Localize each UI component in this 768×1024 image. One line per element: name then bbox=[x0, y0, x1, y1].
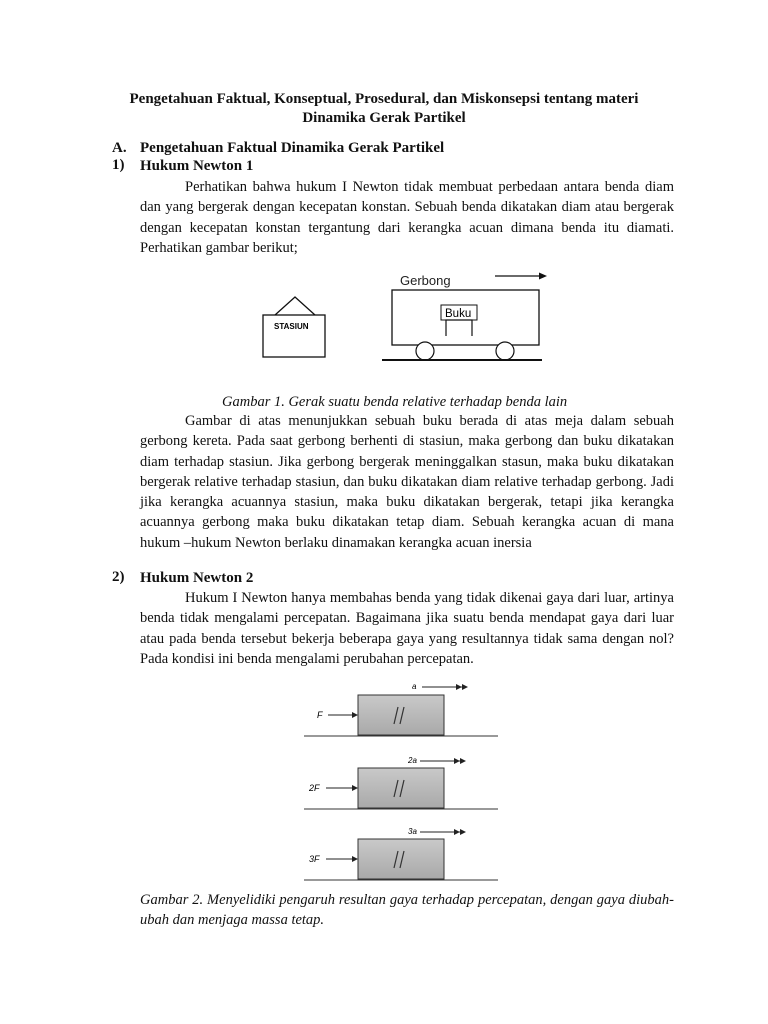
subsection-2-title: Hukum Newton 2 bbox=[140, 570, 254, 586]
row2-force-label: 2F bbox=[309, 783, 320, 793]
row1-block bbox=[358, 695, 444, 735]
wagon-label: Gerbong bbox=[400, 273, 451, 288]
row1-accel-label: a bbox=[412, 682, 417, 691]
figure-2-row-3 bbox=[304, 827, 498, 880]
document-title-line1: Pengetahuan Faktual, Konseptual, Prosedural, dan Miskonsepsi tentang materi bbox=[129, 91, 639, 107]
section-a-title: Pengetahuan Faktual Dinamika Gerak Partikel bbox=[140, 140, 445, 156]
wagon-wheel-right bbox=[496, 342, 514, 360]
section-a-label: A. bbox=[112, 140, 127, 156]
motion-arrowhead bbox=[539, 273, 547, 280]
paragraph-1: Perhatikan bahwa hukum I Newton tidak membuat perbedaan antara benda diam dan yang bergerak dengan kecepatan konstan. Sebuah benda dikatakan diam atau bergerak dengan kecepatan konstan tergantung dari kerangka acuan dimana benda itu diamati. Perhatikan gambar berikut; bbox=[140, 179, 674, 256]
row3-accel-label: 3a bbox=[408, 827, 417, 836]
paragraph-3: Hukum I Newton hanya membahas benda yang tidak dikenai gaya dari luar, artinya benda tidak mengalami percepatan. Bagaimana jika suatu benda mendapat gaya dari luar atau pada benda tersebut bekerja beberapa gaya yang resultannya tidak sama dengan nol? Pada kondisi ini benda mengalami perubahan percepatan. bbox=[140, 590, 674, 667]
subsection-1-label: 1) bbox=[112, 157, 125, 173]
figure-1-caption: Gambar 1. Gerak suatu benda relative terhadap benda lain bbox=[222, 394, 568, 410]
wagon-wheel-left bbox=[416, 342, 434, 360]
book-label: Buku bbox=[445, 308, 472, 320]
figure-2-caption: Gambar 2. Menyelidiki pengaruh resultan gaya terhadap percepatan, dengan gaya diubah-ubah dan menjaga massa tetap. bbox=[140, 892, 674, 929]
row1-accel-arrowhead-2 bbox=[462, 684, 468, 690]
figure-2-row-2 bbox=[304, 756, 498, 809]
row1-force-label: F bbox=[317, 710, 323, 720]
row3-block bbox=[358, 839, 444, 879]
row2-accel-arrowhead-2 bbox=[460, 758, 466, 764]
row3-accel-arrowhead-2 bbox=[460, 829, 466, 835]
figure-2-force-acceleration bbox=[300, 678, 500, 883]
subsection-1-title: Hukum Newton 1 bbox=[140, 158, 254, 174]
figure-2-row-1 bbox=[304, 682, 498, 736]
document-title-line2: Dinamika Gerak Partikel bbox=[302, 110, 466, 126]
row2-accel-arrowhead-1 bbox=[454, 758, 460, 764]
row3-accel-arrowhead-1 bbox=[454, 829, 460, 835]
row3-force-label: 3F bbox=[309, 854, 320, 864]
row2-block bbox=[358, 768, 444, 808]
station-roof bbox=[275, 297, 315, 315]
station-label: STASIUN bbox=[274, 322, 309, 331]
row3-force-arrowhead bbox=[352, 856, 358, 862]
row2-accel-label: 2a bbox=[408, 756, 417, 765]
row2-force-arrowhead bbox=[352, 785, 358, 791]
row1-accel-arrowhead-1 bbox=[456, 684, 462, 690]
row1-force-arrowhead bbox=[352, 712, 358, 718]
subsection-2-label: 2) bbox=[112, 569, 125, 585]
figure-1-station-wagon bbox=[255, 265, 555, 370]
paragraph-2: Gambar di atas menunjukkan sebuah buku berada di atas meja dalam sebuah gerbong kereta. Pada saat gerbong berhenti di stasiun, maka gerbong dan buku dikatakan diam terhadap stasiun. Jika gerbong bergerak meninggalkan stasun, maka buku dikatakan bergerak relative terhadap stasiun, dan buku dikatakan diam relative terhadap gerbong. Jadi jika kerangka acuannya stasiun, maka buku dikatakan bergerak, tetapi jika kerangka acuannya gerbong maka buku dikatakan tetap diam. Sebuah kerangka acuan di mana hukum –hukum Newton berlaku dinamakan kerangka acuan inersia bbox=[140, 413, 674, 551]
